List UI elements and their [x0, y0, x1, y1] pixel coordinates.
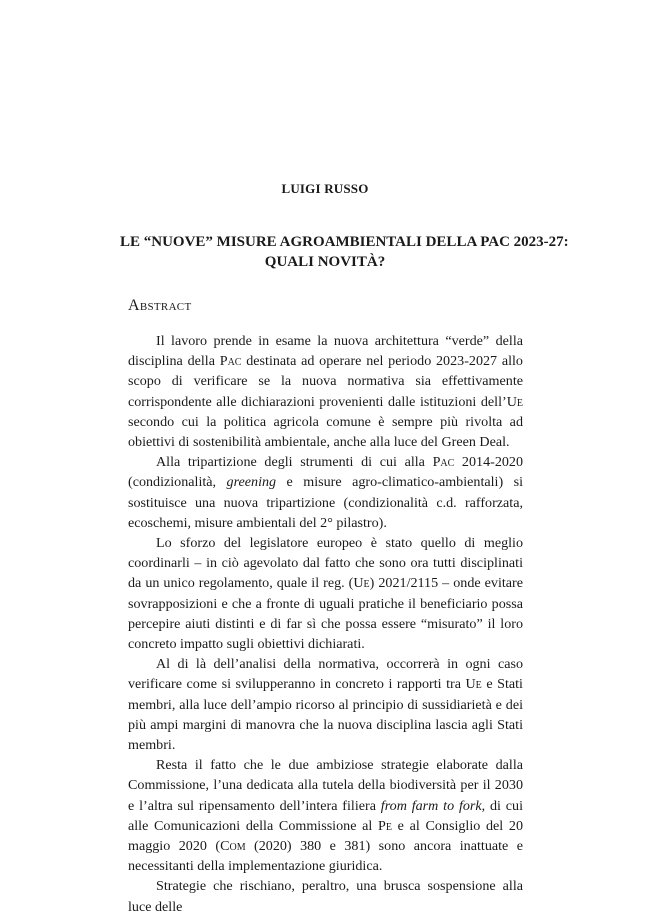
paragraph: Alla tripartizione degli strumenti di cui alla Pac 2014-2020 (condizionalità, greening e misure agro-climatico-ambientali) si sostituisce una nuova tripartizione (condizionalità c.d. rafforzata, ecoschemi, misure ambientali del 2° pilastro). — [128, 454, 524, 531]
article-title — [120, 232, 569, 272]
title-line-2: QUALI NOVITÀ? — [264, 254, 386, 270]
paragraph: Strategie che rischiano, peraltro, una brusca sospensione alla luce delle — [128, 878, 523, 915]
title-line-1: LE “NUOVE” MISURE AGROAMBIENTALI DELLA PAC 2023-27: — [120, 234, 569, 250]
paragraph: Lo sforzo del legislatore europeo è stato quello di meglio coordinarli – in ciò agevolato dal fatto che sono ora tutti disciplinati da un unico regolamento, quale il reg. (Ue) 2021/2115 – onde evitare sovrapposizioni e che a fronte di uguali pratiche il beneficiario possa percepire aiuti distinti e di far sì che possa essere “misurato” il loro concreto impatto sugli obiettivi dichiarati. — [128, 535, 523, 653]
paragraph: Resta il fatto che le due ambiziose strategie elaborate dalla Commissione, l’una dedicata alla tutela della biodiversità per il 2030 e l’altra sul ripensamento dell’intera filiera from farm to fork, di cui alle Comunicazioni della Commissione al Pe e al Consiglio del 20 maggio 2020 (Com (2020) 380 e 381) sono ancora inattuate e necessitanti della implementazione giuridica. — [128, 757, 524, 875]
abstract-heading: Abstract — [128, 297, 192, 314]
paragraph: Al di là dell’analisi della normativa, occorrerà in ogni caso verificare come si svilupperanno in concreto i rapporti tra Ue e Stati membri, alla luce dell’ampio ricorso al principio di sussidiarietà e dei più ampi margini di manovra che la nuova disciplina lascia agli Stati membri. — [128, 656, 523, 754]
paragraph: Il lavoro prende in esame la nuova architettura “verde” della disciplina della Pac destinata ad operare nel periodo 2023-2027 allo scopo di verificare se la nuova normativa sia effettivamente corrispondente alle dichiarazioni provenienti dalle istituzioni dell’Ue secondo cui la politica agricola comune è sempre più rivolta ad obiettivi di sostenibilità ambientale, anche alla luce del Green Deal. — [128, 333, 523, 451]
abstract-body — [128, 331, 523, 917]
author-name: LUIGI RUSSO — [281, 181, 369, 196]
